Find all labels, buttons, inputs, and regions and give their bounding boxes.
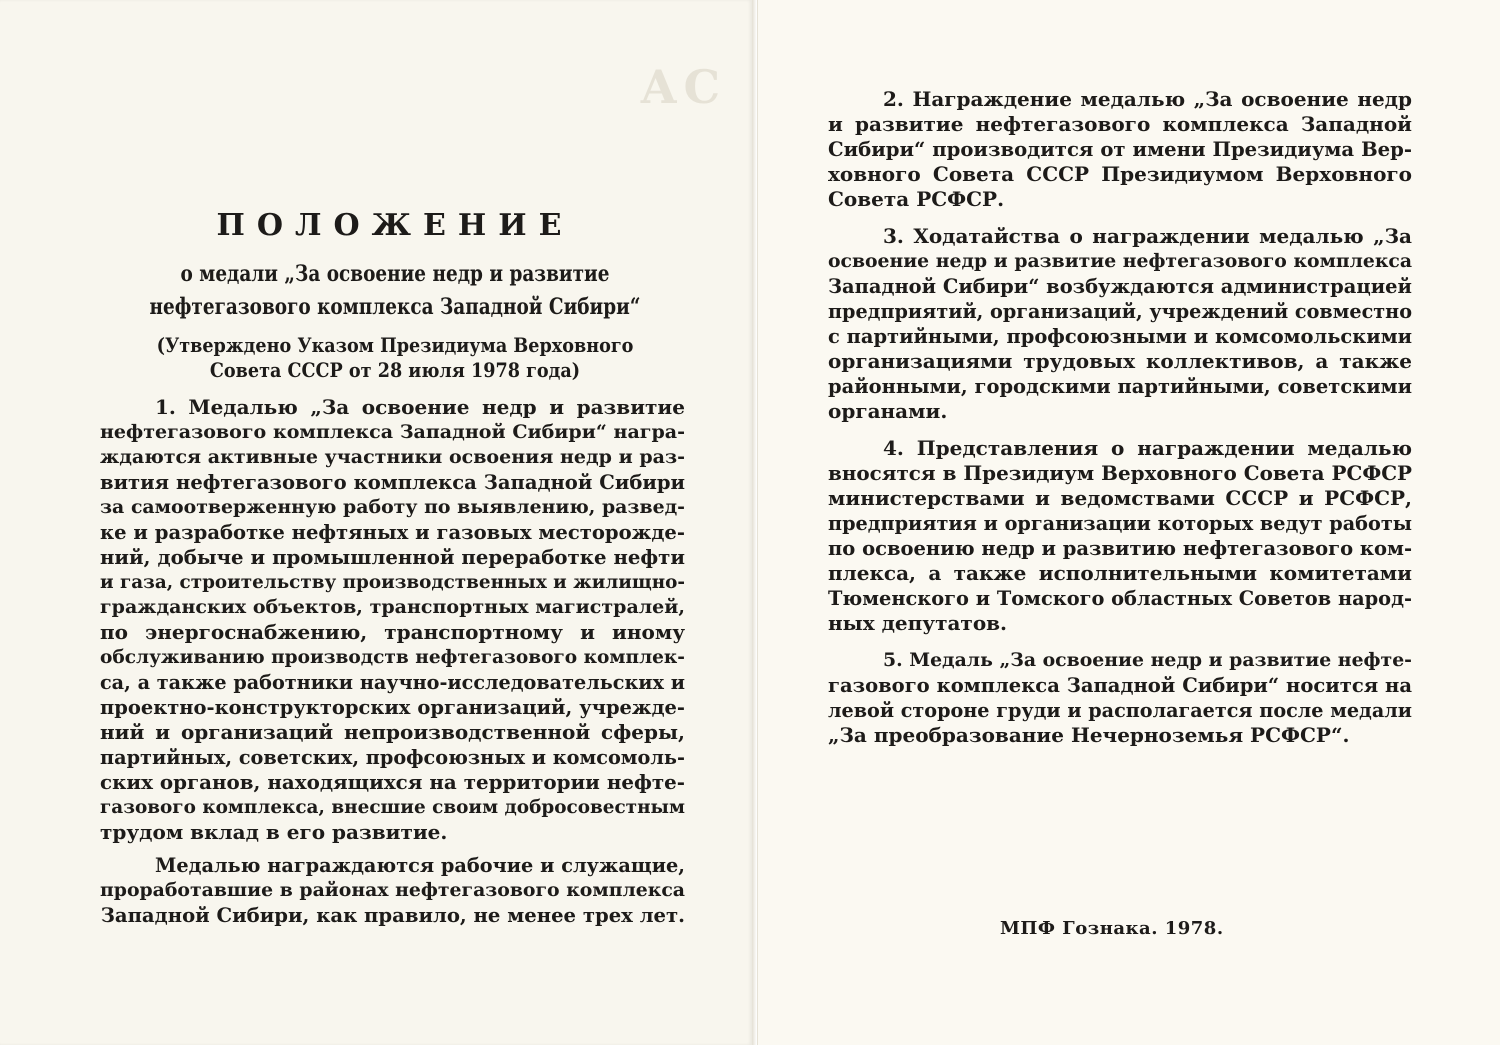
text-line: нефтегазового комплекса Западной Сибири“ награ- [100,421,685,443]
text-line: ских органов, находящихся на территории нефте- [100,770,685,794]
text-line: партийных, советских, профсоюзных и комсомоль- [100,746,685,769]
text-line: плекса, а также исполнительными комитетами [828,561,1412,585]
text-line: 4. Представления о награждении медалью [883,436,1412,460]
text-line: ний и организаций непроизводственной сферы, [100,720,685,744]
text-line: освоение недр и развитие нефтегазового комплекса [828,250,1412,272]
section-1 [100,395,685,845]
text-line: ний, добыче и промышленной переработке нефти [100,545,685,569]
text-line: трудом вклад в его развитие. [100,820,448,844]
text-line: Сибири“ производится от имени Президиума Вер- [828,138,1412,161]
section-2 [828,87,1412,212]
text-line: проработавшие в районах нефтегазового комплекса [100,879,685,901]
approval-line: (Утверждено Указом Президиума Верховного [156,333,634,357]
text-line: 1. Медалью „За освоение недр и развитие [155,395,685,419]
paragraph-gap [828,424,1412,436]
section-4 [828,436,1412,636]
text-line: ке и разработке нефтяных и газовых месторожде- [100,521,685,544]
text-line: гражданских объектов, транспортных магистралей, [100,596,685,618]
section-1-continued [100,853,685,928]
text-line: с партийными, профсоюзными и комсомольскими [828,325,1412,348]
document-subtitle [149,258,641,324]
text-line: Совета РСФСР. [828,187,1005,211]
text-line: министерствами и ведомствами СССР и РСФСР, [828,486,1412,510]
text-line: левой стороне груди и располагается после медали [828,699,1412,722]
section-5 [828,648,1412,748]
text-line: Медалью награждаются рабочие и служащие, [155,854,685,877]
text-line: газового комплекса, внесшие своим добросовестным [100,797,685,818]
text-line: Западной Сибири, как правило, не менее трех лет. [100,904,685,927]
printer-imprint: МПФ Гознака. 1978. [1000,918,1224,939]
subtitle-line: о медали „За освоение недр и развитие [180,261,610,287]
text-line: обслуживанию производств нефтегазового комплек- [100,647,685,668]
text-line: предприятий, организаций, учреждений совместно [828,300,1412,323]
text-line: и газа, строительству производственных и жилищно- [100,572,685,593]
text-line: организациями трудовых коллективов, а также [828,349,1412,373]
subtitle-line: нефтегазового комплекса Западной Сибири“ [149,294,641,320]
text-line: газового комплекса Западной Сибири“ носится на [828,674,1412,697]
text-line: и развитие нефтегазового комплекса Западной [828,112,1412,136]
text-line: Западной Сибири“ возбуждаются администрацией [828,275,1412,298]
approval-line: Совета СССР от 28 июля 1978 года) [209,358,581,382]
text-line: Тюменского и Томского областных Советов народ- [828,587,1412,610]
right-page-text [828,87,1412,748]
text-line: органами. [828,399,948,423]
text-line: проектно-конструкторских организаций, учрежде- [100,696,685,719]
text-line: са, а также работники научно-исследовательских и [100,671,685,694]
text-line: вносятся в Президиум Верховного Совета РСФСР [828,461,1412,485]
text-line: вития нефтегазового комплекса Западной Сибири [100,471,685,494]
text-line: „За преобразование Нечерноземья РСФСР“. [828,723,1350,747]
text-line: 2. Награждение медалью „За освоение недр [883,87,1412,111]
paragraph-gap [828,636,1412,648]
text-line: за самоотверженную работу по выявлению, развед- [100,496,685,518]
text-line: ных депутатов. [828,611,1008,635]
bleed-through-mark: АС [640,60,727,114]
text-line: районными, городскими партийными, советскими [828,375,1412,398]
text-line: по освоению недр и развитию нефтегазового ком- [828,537,1412,560]
paragraph-gap [828,212,1412,224]
text-line: предприятия и организации которых ведут работы [828,512,1412,535]
text-line: ховного Совета СССР Президиумом Верховного [828,162,1412,186]
text-line: ждаются активные участники освоения недр и раз- [100,446,685,468]
text-line: 3. Ходатайства о награждении медалью „За [883,224,1412,248]
document-title: ПОЛОЖЕНИЕ [216,208,574,243]
section-3 [828,224,1412,424]
text-line: 5. Медаль „За освоение недр и развитие нефте- [883,649,1412,671]
text-line: по энергоснабжению, транспортному и иному [100,620,685,644]
approval-note [131,333,659,383]
